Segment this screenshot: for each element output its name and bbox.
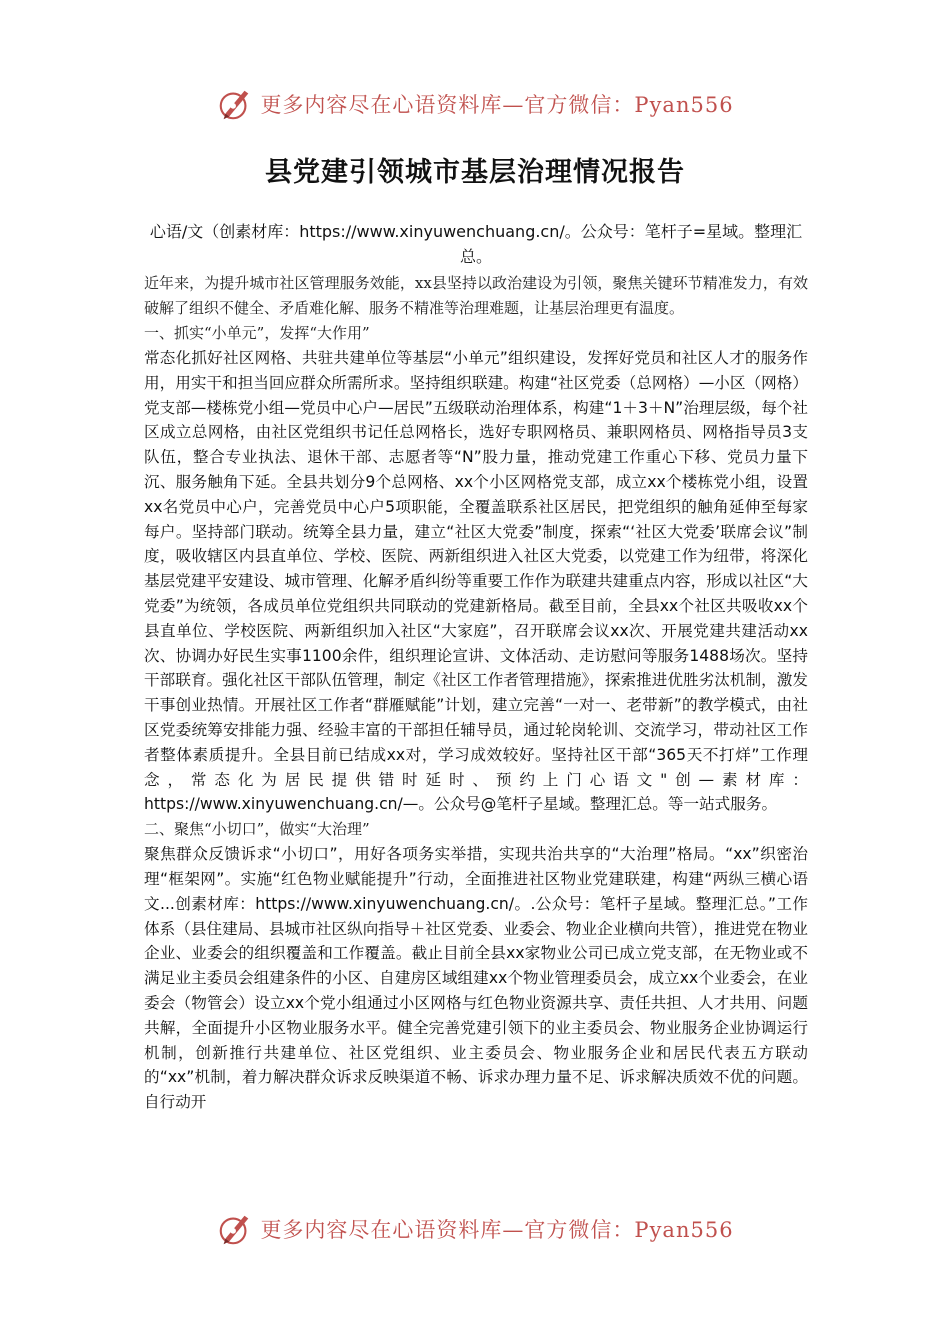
section-1-body: 常态化抓好社区网格、共驻共建单位等基层“小单元”组织建设，发挥好党员和社区人才的服务作用，用实干和担当回应群众所需所求。坚持组织联建。构建“社区党委（总网格）—小区（网格）党支部—楼栋党小组—党员中心户—居民”五级联动治理体系，构建“1＋3＋N”治理层级，每个社区成立总网格，由社区党组织书记任总网格长，选好专职网格员、兼职网格员、网格指导员3支队伍，整合专业执法、退休干部、志愿者等“N”股力量，推动党建工作重心下移、党员力量下沉、服务触角下延。全县共划分9个总网格、xx个小区网格党支部，成立xx个楼栋党小组，设置xx名党员中心户，完善党员中心户5项职能，全覆盖联系社区居民，把党组织的触角延伸至每家每户。坚持部门联动。统筹全县力量，建立“社区大党委”制度，探索“‘社区大党委’联席会议”制度，吸收辖区内县直单位、学校、医院、两新组织进入社区大党委，以党建工作为纽带，将深化基层党建平安建设、城市管理、化解矛盾纠纷等重要工作作为联建共建重点内容，形成以社区“大党委”为统领，各成员单位党组织共同联动的党建新格局。截至目前，全县xx个社区共吸收xx个县直单位、学校医院、两新组织加入社区“大家庭”，召开联席会议xx次、开展党建共建活动xx次、协调办好民生实事1100余件，组织理论宣讲、文体活动、走访慰问等服务1488场次。坚持干部联育。强化社区干部队伍管理，制定《社区工作者管理措施》，探索推进优胜劣汰机制，激发干事创业热情。开展社区工作者“群雁赋能”计划，建立完善“一对一、老带新”的教学模式，由社区党委统筹安排能力强、经验丰富的干部担任辅导员，通过轮岗轮训、交流学习，带动社区工作者整体素质提升。全县目前已结成xx对，学习成效较好。坚持社区干部“365天不打烊”工作理念，常态化为居民提供错时延时、预约上门心语文"创—素材库：https://www.xinyuwenchuang.cn/—。公众号@笔杆子星域。整理汇总。等一站式服务。 (144, 349, 808, 814)
pen-logo-icon (216, 85, 254, 123)
byline: 心语/文（创素材库：https://www.xinyuwenchuang.cn/。公众号：笔杆子=星域。整理汇总。 (149, 222, 803, 266)
section-1-heading: 一、抓实“小单元”，发挥“大作用” (144, 324, 370, 342)
intro-paragraph: 近年来，为提升城市社区管理服务效能，xx县坚持以政治建设为引领，聚焦关键环节精准发力，有效破解了组织不健全、矛盾难化解、服务不精准等治理难题，让基层治理更有温度。 (144, 274, 808, 317)
document-title: 县党建引领城市基层治理情况报告 (265, 157, 685, 188)
section-2-heading: 二、聚焦“小切口”，做实“大治理” (144, 820, 370, 839)
pen-logo-icon (216, 1210, 254, 1248)
document-body (144, 219, 808, 1115)
watermark-banner-top (0, 82, 950, 126)
watermark-text: 更多内容尽在心语资料库—官方微信：Pyan556 (260, 93, 734, 117)
watermark-text: 更多内容尽在心语资料库—官方微信：Pyan556 (260, 1218, 734, 1242)
watermark-banner-bottom (0, 1207, 950, 1251)
section-2-body: 聚焦群众反馈诉求“小切口”，用好各项务实举措，实现共治共享的“大治理”格局。“xx”织密治理“框架网”。实施“红色物业赋能提升”行动，全面推进社区物业党建联建，构建“两纵三横心语文...创素材库：https://www.xinyuwenchuang.cn/。.公众号：笔杆子星域。整理汇总。”工作体系（县住建局、县城市社区纵向指导＋社区党委、业委会、物业企业横向共管），推进党在物业企业、业委会的组织覆盖和工作覆盖。截止目前全县xx家物业公司已成立党支部，在无物业或不满足业主委员会组建条件的小区、自建房区域组建xx个物业管理委员会，成立xx个业委会，在业委会（物管会）设立xx个党小组通过小区网格与红色物业资源共享、责任共担、人才共用、问题共解，全面提升小区物业服务水平。健全完善党建引领下的业主委员会、物业服务企业协调运行机制，创新推行共建单位、社区党组织、业主委员会、物业服务企业和居民代表五方联动的“xx”机制，着力解决群众诉求反映渠道不畅、诉求办理力量不足、诉求解决质效不优的问题。自行动开 (144, 845, 808, 1112)
